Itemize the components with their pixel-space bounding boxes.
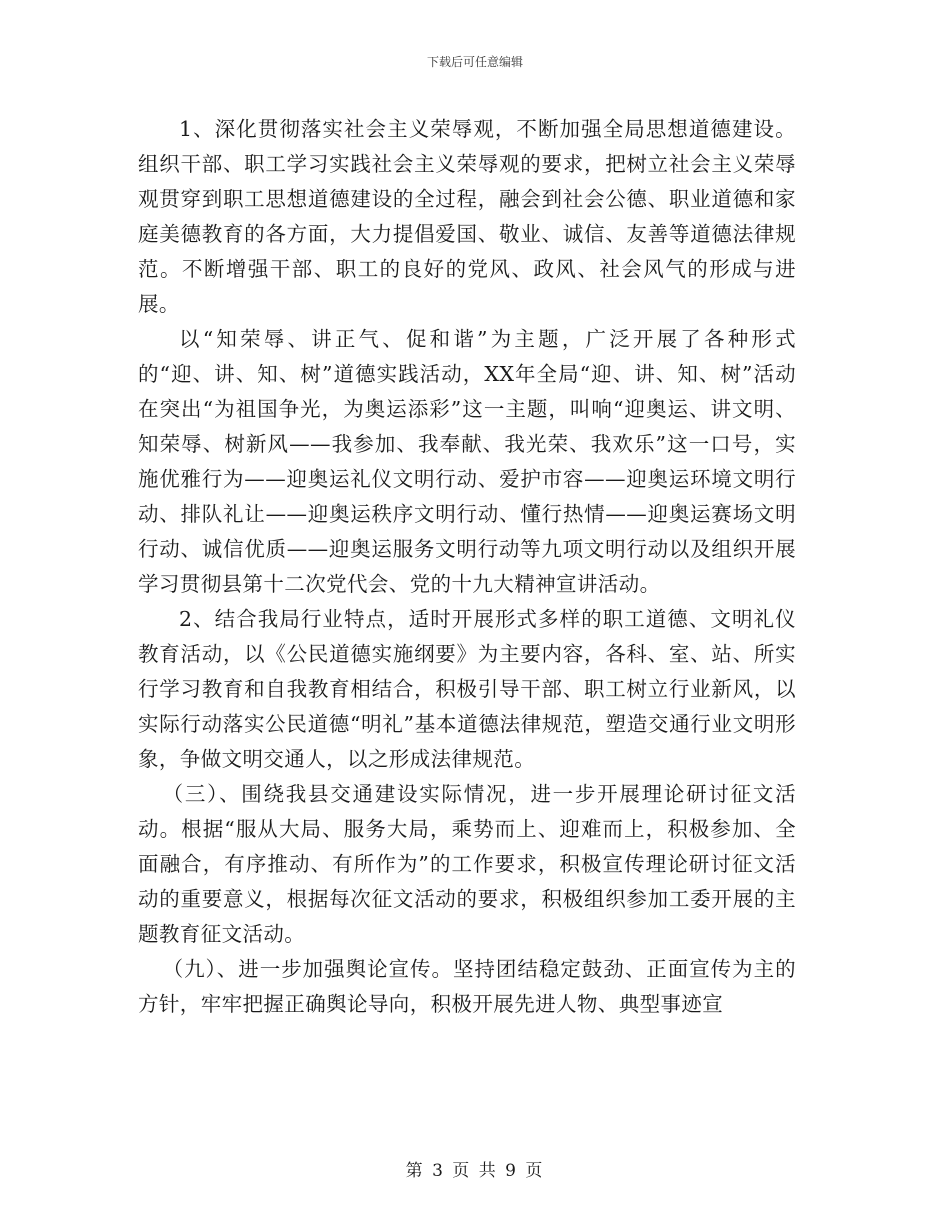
paragraph-2: 以“知荣辱、讲正气、促和谐”为主题，广泛开展了各种形式的“迎、讲、知、树”道德实践活动，XX年全局“迎、讲、知、树”活动在突出“为祖国争光，为奥运添彩”这一主题，叫响“迎奥运、讲文明、知荣辱、树新风——我参加、我奉献、我光荣、我欢乐”这一口号，实施优雅行为——迎奥运礼仪文明行动、爱护市容——迎奥运环境文明行动、排队礼让——迎奥运秩序文明行动、懂行热情——迎奥运赛场文明行动、诚信优质——迎奥运服务文明行动等九项文明行动以及组织开展学习贯彻县第十二次党代会、党的十九大精神宣讲活动。 <box>138 327 796 596</box>
page-header: 下载后可任意编辑 <box>426 55 523 69</box>
paragraph-3: 2、结合我局行业特点，适时开展形式多样的职工道德、文明礼仪教育活动，以《公民道德实施纲要》为主要内容，各科、室、站、所实行学习教育和自我教育相结合，积极引导干部、职工树立行业新风，以实际行动落实公民道德“明礼”基本道德法律规范，塑造交通行业文明形象，争做文明交通人，以之形成法律规范。 <box>138 607 796 771</box>
paragraph-5: （九）、进一步加强舆论宣传。坚持团结稳定鼓劲、正面宣传为主的方针，牢牢把握正确舆论导向，积极开展先进人物、典型事迹宣 <box>138 957 796 1016</box>
document-body <box>138 112 796 1022</box>
paragraph-4: （三）、围绕我县交通建设实际情况，进一步开展理论研讨征文活动。根据“服从大局、服务大局，乘势而上、迎难而上，积极参加、全面融合，有序推动、有所作为”的工作要求，积极宣传理论研讨征文活动的重要意义，根据每次征文活动的要求，积极组织参加工委开展的主题教育征文活动。 <box>138 782 796 946</box>
paragraph-1: 1、深化贯彻落实社会主义荣辱观，不断加强全局思想道德建设。组织干部、职工学习实践社会主义荣辱观的要求，把树立社会主义荣辱观贯穿到职工思想道德建设的全过程，融会到社会公德、职业道德和家庭美德教育的各方面，大力提倡爱国、敬业、诚信、友善等道德法律规范。不断增强干部、职工的良好的党风、政风、社会风气的形成与进展。 <box>138 117 796 316</box>
page-number-footer: 第 3 页 共 9 页 <box>405 1161 545 1181</box>
